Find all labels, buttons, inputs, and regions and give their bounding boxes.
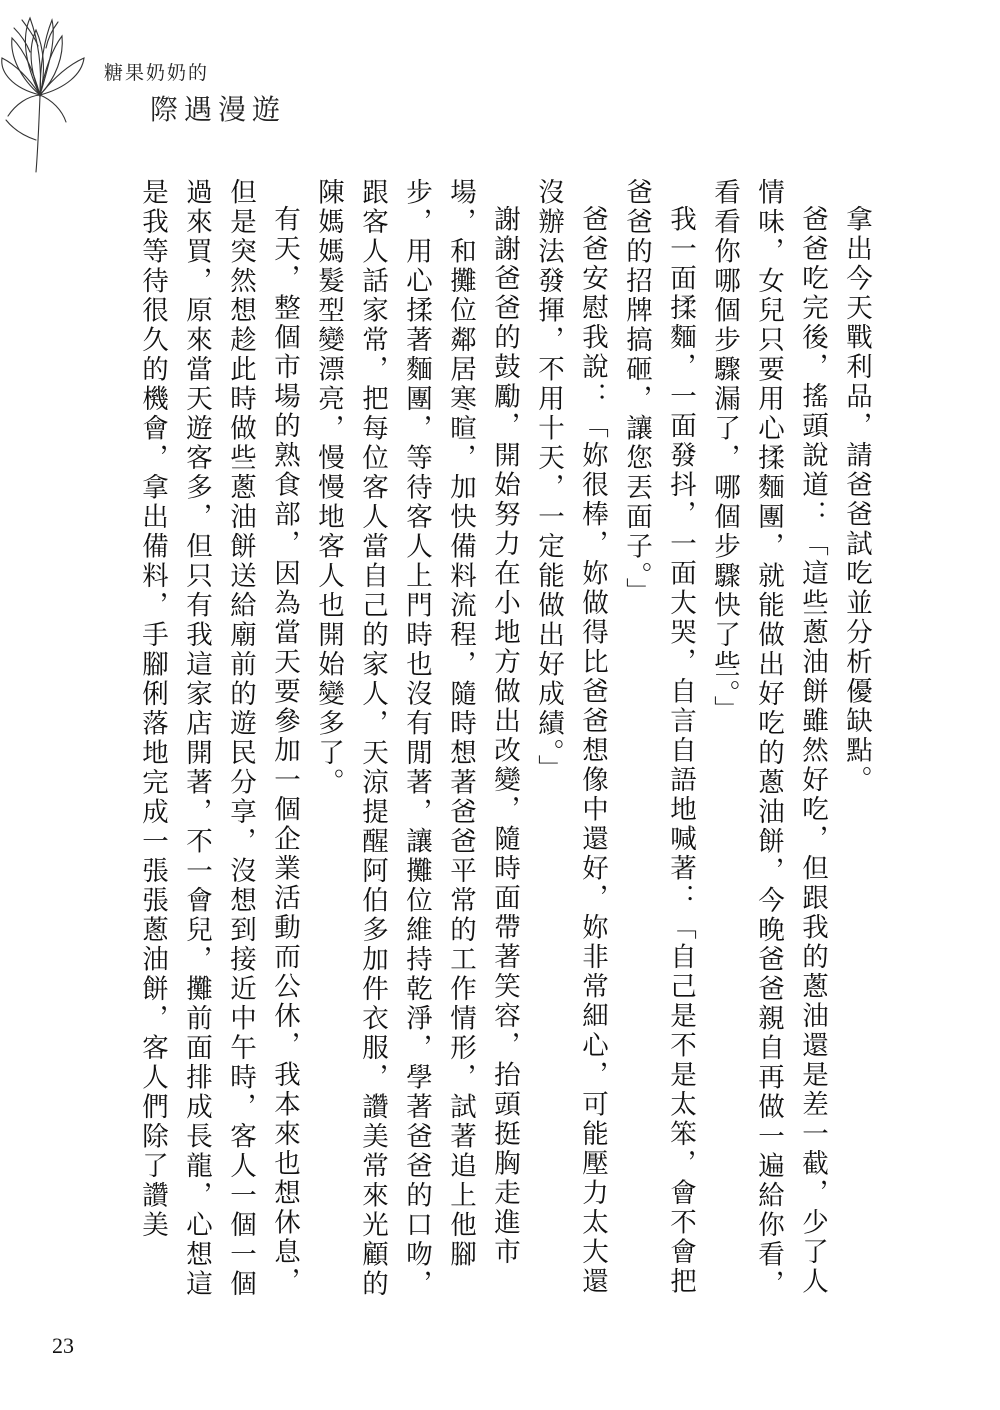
paragraph: 有天，整個市場的熟食部，因為當天要參加一個企業活動而公休，我本來也想休息，但是突然想趁此時做些蔥油餅送給廟前的遊民分享，沒想到接近中午時，客人一個一個過來買，原來當天遊客多，但只有我這家店開著，不一會兒，攤前面排成長龍，心想這是我等待很久的機會，拿出備料，手腳俐落地完成一張張蔥油餅，客人們除了讚美 xyxy=(137,178,300,1299)
lotus-flower-icon xyxy=(0,0,120,180)
paragraph: 拿出今天戰利品，請爸爸試吃並分析優缺點。 xyxy=(841,204,872,795)
paragraph: 爸爸安慰我說：「妳很棒，妳做得比爸爸想像中還好，妳非常細心，可能壓力太大還沒辦法發揮，不用十天，一定能做出好成績。」 xyxy=(533,178,608,1296)
page-number: 23 xyxy=(52,1333,74,1358)
paragraph: 爸爸吃完後，搖頭說道：「這些蔥油餅雖然好吃，但跟我的蔥油還是差一截，少了人情味，女兒只要用心揉麵團，就能做出好吃的蔥油餅，今晚爸爸親自再做一遍給你看，看看你哪個步驟漏了，哪個步驟快了些。」 xyxy=(709,178,828,1299)
paragraph: 謝謝爸爸的鼓勵，開始努力在小地方做出改變，隨時面帶著笑容，抬頭挺胸走進市場，和攤位鄰居寒暄，加快備料流程，隨時想著爸爸平常的工作情形，試著追上他腳步，用心揉著麵團，等待客人上門時也沒有閒著，讓攤位維持乾淨，學著爸爸的口吻，跟客人話家常，把每位客人當自己的家人，天涼提醒阿伯多加件衣服，讚美常來光顧的陳媽媽髮型變漂亮，慢慢地客人也開始變多了。 xyxy=(313,178,520,1299)
body-text xyxy=(138,178,878,1308)
series-title: 糖果奶奶的 xyxy=(104,62,210,84)
book-title: 際遇漫遊 xyxy=(150,93,287,126)
paragraph: 我一面揉麵，一面發抖，一面大哭，自言自語地喊著：「自己是不是太笨，會不會把爸爸的招牌搞砸，讓您丟面子。」 xyxy=(621,178,696,1296)
